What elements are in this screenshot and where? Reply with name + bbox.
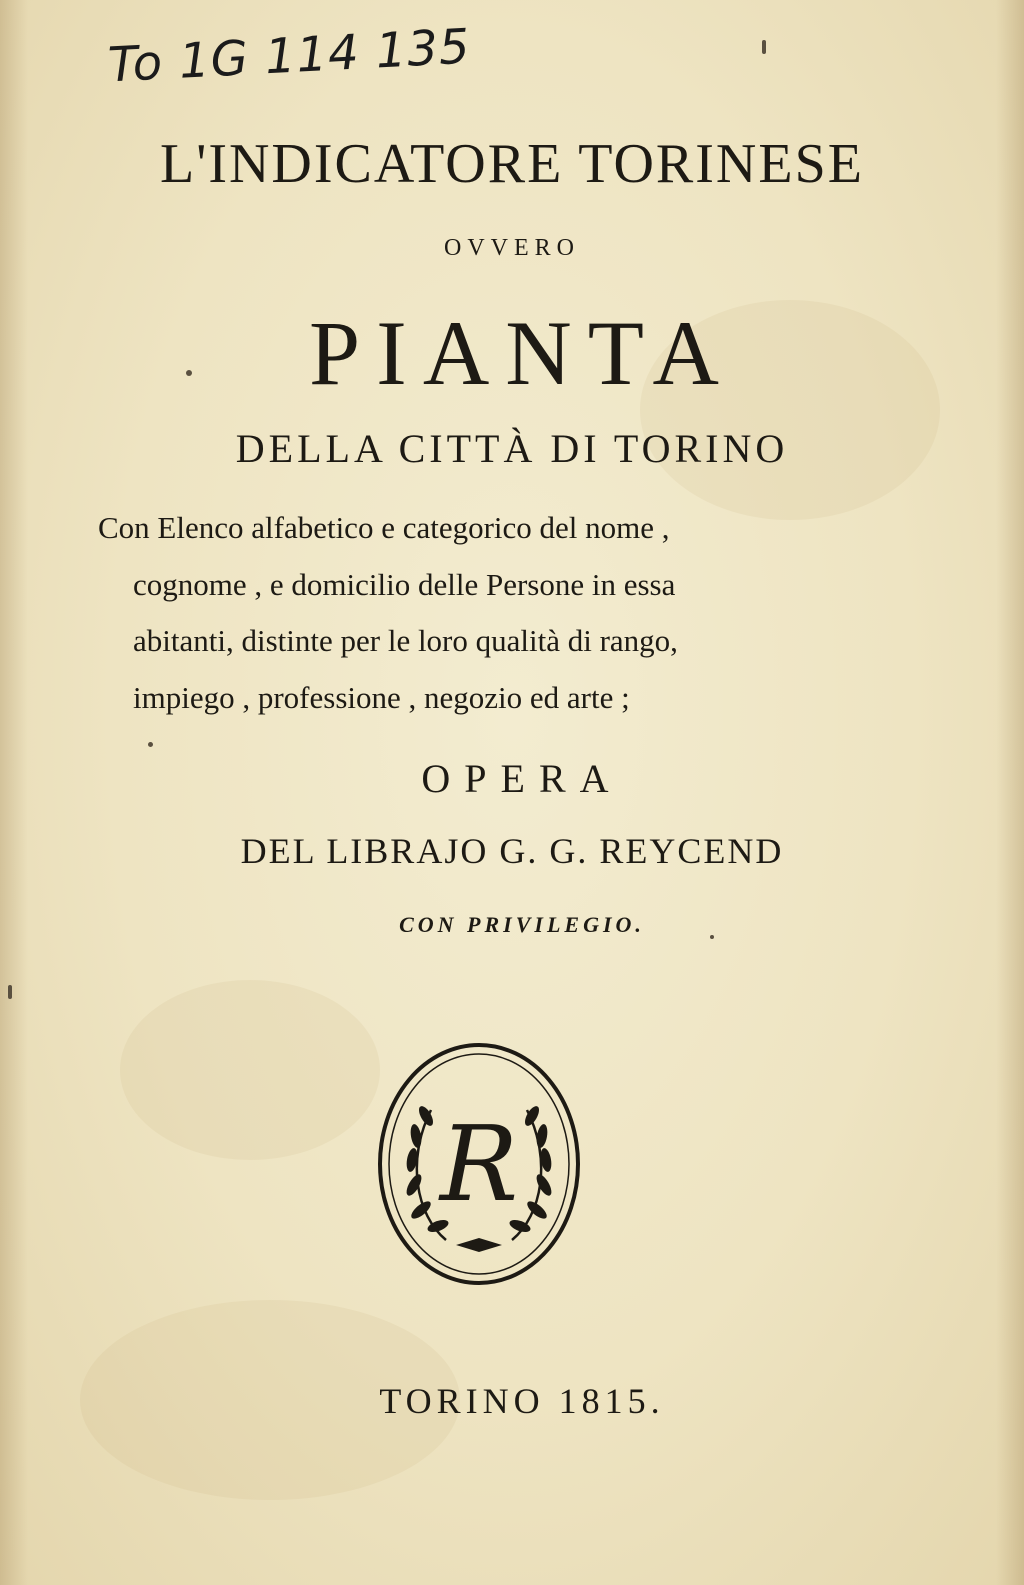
monogram-letter: R — [439, 1103, 519, 1225]
handwritten-shelfmark: To 1G 114 135 — [106, 18, 472, 94]
imprint-line: TORINO 1815. — [379, 1381, 665, 1421]
title-connector: OVVERO — [444, 235, 580, 261]
paper-stain — [120, 980, 380, 1160]
ink-speck — [710, 935, 714, 939]
ink-speck — [762, 40, 766, 54]
description-line: cognome , e domicilio delle Persone in essa — [133, 567, 676, 602]
main-title-word: PIANTA — [309, 302, 735, 404]
book-title: L'INDICATORE TORINESE — [160, 133, 864, 195]
privilege-line: CON PRIVILEGIO. — [399, 912, 645, 937]
ink-speck — [8, 985, 12, 999]
wreath-ribbon-bow — [456, 1238, 502, 1252]
printer-monogram-vignette — [376, 1040, 582, 1288]
ink-speck — [148, 742, 153, 747]
description-line: impiego , professione , negozio ed arte ; — [133, 680, 630, 715]
title-subtitle: DELLA CITTÀ DI TORINO — [235, 426, 789, 471]
ink-speck — [186, 370, 192, 376]
author-line: DEL LIBRAJO G. G. REYCEND — [240, 831, 784, 871]
description-line: abitanti, distinte per le loro qualità di rango, — [133, 623, 678, 658]
description-line: Con Elenco alfabetico e categorico del nome , — [98, 510, 670, 545]
opera-label: OPERA — [421, 756, 623, 801]
